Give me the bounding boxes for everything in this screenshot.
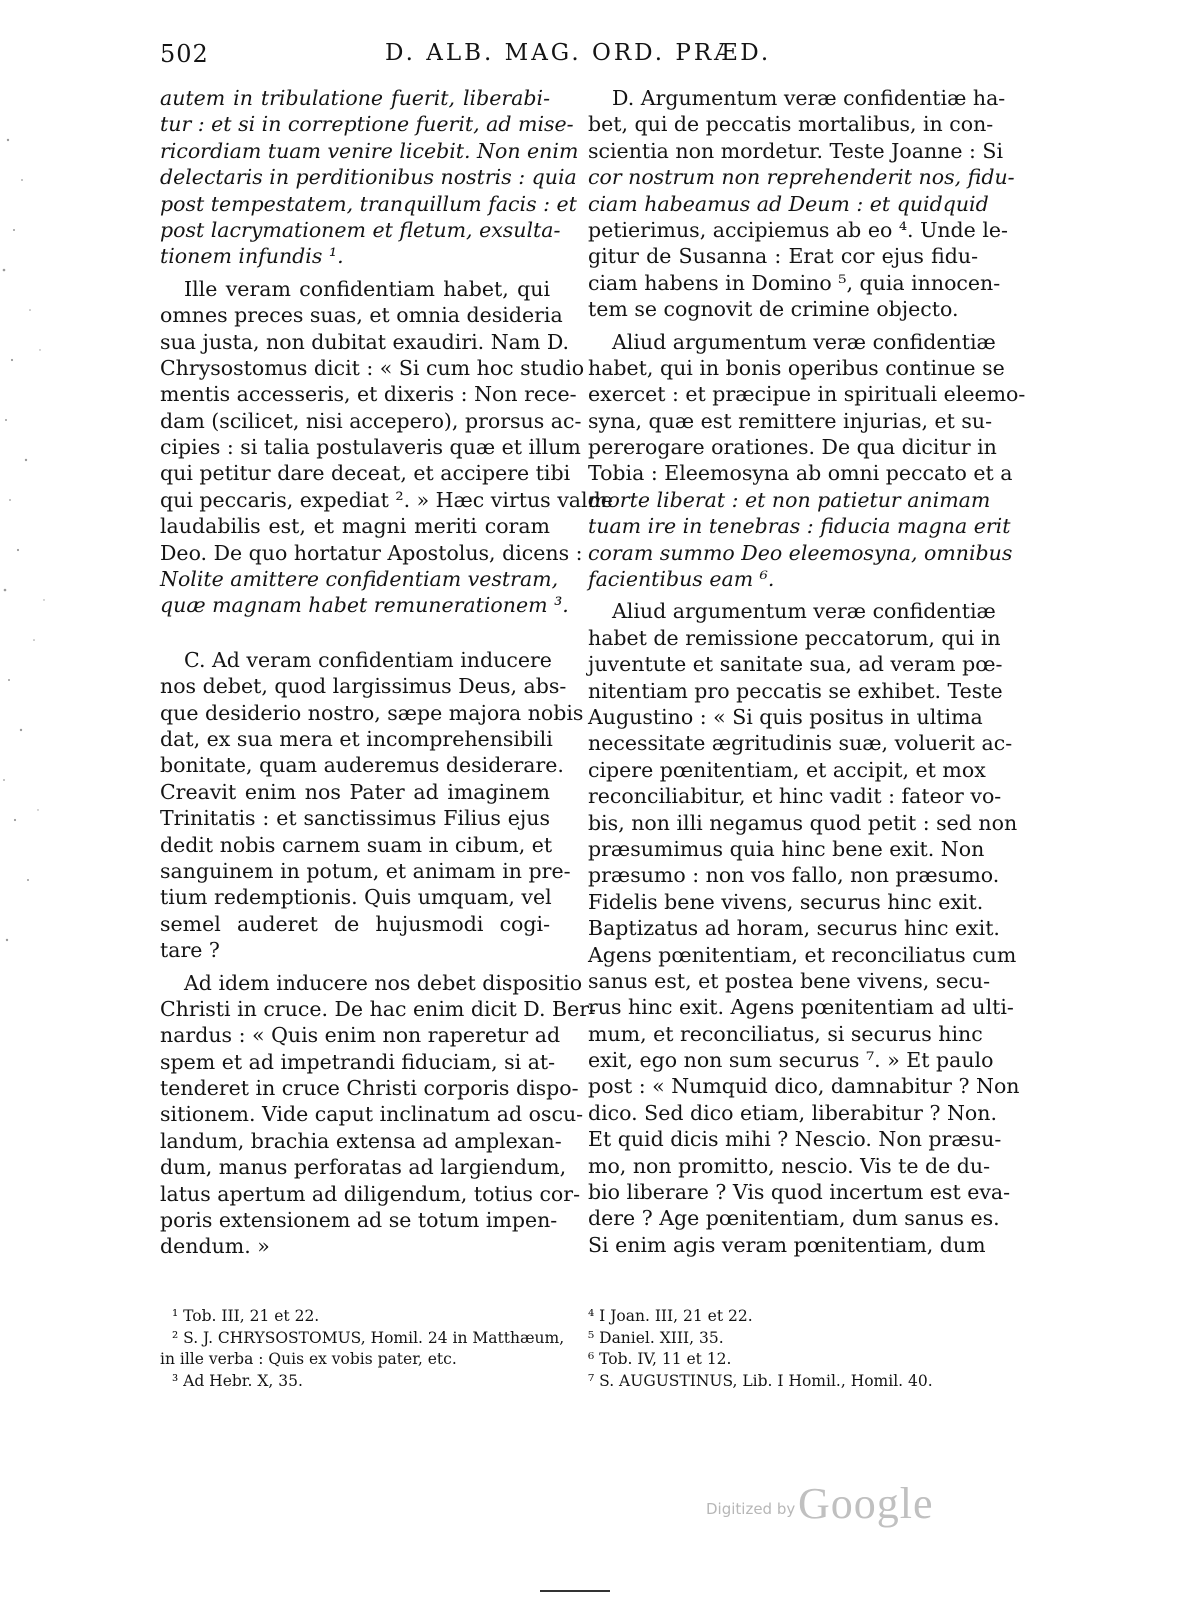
text-line: Tobia : Eleemosyna ab omni peccato et a xyxy=(588,461,1013,486)
text-line: mentis accesseris, et dixeris : Non rece- xyxy=(160,382,577,407)
paragraph-spacer xyxy=(160,1260,550,1266)
text-line: Chrysostomus dicit : « Si cum hoc studio xyxy=(160,355,585,380)
text-line: Ad idem inducere nos debet dispositio xyxy=(184,970,583,995)
text-line: rus hinc exit. Agens pœnitentiam ad ulti- xyxy=(588,995,1014,1020)
text-line: Aliud argumentum veræ confidentiæ xyxy=(612,599,996,624)
text-line: delectaris in perditionibus nostris : quia xyxy=(160,165,577,190)
footnote: ¹ Tob. III, 21 et 22. xyxy=(172,1307,320,1325)
text-line: quæ magnam habet remunerationem ³. xyxy=(160,593,569,618)
text-line: Christi in cruce. De hac enim dicit D. Ber- xyxy=(160,996,596,1021)
text-line: latus apertum ad diligendum, totius cor- xyxy=(160,1181,580,1206)
text-line: sanus est, et postea bene vivens, secu- xyxy=(588,968,991,993)
text-line: semel auderet de hujusmodi cogi- xyxy=(160,911,550,936)
text-line: dum, manus perforatas ad largiendum, xyxy=(160,1155,567,1180)
google-logo: Google xyxy=(798,1479,934,1528)
text-line: pererogare orationes. De qua dicitur in xyxy=(588,435,997,460)
text-line: cipere pœnitentiam, et accipit, et mox xyxy=(588,757,986,782)
text-line: habet, qui in bonis operibus continue se xyxy=(588,355,1005,380)
text-line: Baptizatus ad horam, securus hinc exit. xyxy=(588,916,1000,941)
text-line: C. Ad veram confidentiam inducere xyxy=(184,647,552,672)
text-line: nitentiam pro peccatis se exhibet. Teste xyxy=(588,678,1003,703)
footnote: ² S. J. CHRYSOSTOMUS, Homil. 24 in Matthæum, xyxy=(172,1328,565,1347)
text-line: mum, et reconciliatus, si securus hinc xyxy=(588,1021,983,1046)
text-line: morte liberat : et non patietur animam xyxy=(588,487,991,512)
text-line: syna, quæ est remittere injurias, et su- xyxy=(588,408,993,433)
text-line: Nolite amittere confidentiam vestram, xyxy=(160,567,559,592)
text-line: Et quid dicis mihi ? Nescio. Non præsu- xyxy=(588,1127,1002,1152)
text-line: scientia non mordetur. Teste Joanne : Si xyxy=(588,138,1004,163)
text-line: dere ? Age pœnitentiam, dum sanus es. xyxy=(588,1206,1000,1231)
text-line: petierimus, accipiemus ab eo ⁴. Unde le- xyxy=(588,217,1008,242)
text-line: Agens pœnitentiam, et reconciliatus cum xyxy=(588,942,1017,967)
text-line: ricordiam tuam venire licebit. Non enim xyxy=(160,138,579,163)
text-line: exit, ego non sum securus ⁷. » Et paulo xyxy=(588,1048,994,1073)
text-line: autem in tribulatione fuerit, liberabi- xyxy=(160,86,550,110)
text-line: post lacrymationem et fletum, exsulta- xyxy=(160,217,561,242)
text-line: bis, non illi negamus quod petit : sed non xyxy=(588,810,1018,835)
text-line: habet de remissione peccatorum, qui in xyxy=(588,625,1001,650)
text-line: dam (scilicet, nisi accepero), prorsus ac- xyxy=(160,408,582,433)
text-line: laudabilis est, et magni meriti coram xyxy=(160,514,550,539)
text-line: sitionem. Vide caput inclinatum ad oscu- xyxy=(160,1102,584,1127)
text-line: Trinitatis : et sanctissimus Filius ejus xyxy=(160,806,550,831)
scan-specks xyxy=(0,120,70,1020)
text-line: Deo. De quo hortatur Apostolus, dicens : xyxy=(160,540,583,565)
running-head: D. ALB. MAG. ORD. PRÆD. xyxy=(385,40,772,66)
text-line: tare ? xyxy=(160,938,220,963)
footnote: ⁷ S. AUGUSTINUS, Lib. I Homil., Homil. 40. xyxy=(588,1371,933,1390)
text-line: mo, non promitto, nescio. Vis te de du- xyxy=(588,1153,991,1178)
text-line: bet, qui de peccatis mortalibus, in con- xyxy=(588,112,994,137)
text-line: dat, ex sua mera et incomprehensibili xyxy=(160,726,553,751)
text-line: post tempestatem, tranquillum facis : et xyxy=(160,191,577,216)
text-line: tium redemptionis. Quis umquam, vel xyxy=(160,885,552,910)
text-line: exercet : et præcipue in spirituali eleemo- xyxy=(588,382,1026,407)
text-line: præsumo : non vos fallo, non præsumo. xyxy=(588,863,1000,888)
left-text-column xyxy=(160,85,613,1266)
paragraph-gap xyxy=(160,625,550,647)
text-line: bio liberare ? Vis quod incertum est eva- xyxy=(588,1180,1011,1205)
text-line: bonitate, quam auderemus desiderare. xyxy=(160,753,564,778)
footnotes-right xyxy=(588,1306,978,1392)
text-line: facientibus eam ⁶. xyxy=(588,567,775,592)
page-number: 502 xyxy=(160,40,209,68)
watermark-label: Digitized by xyxy=(706,1500,796,1518)
page-header xyxy=(0,36,1204,70)
text-line: sua justa, non dubitat exaudiri. Nam D. xyxy=(160,329,570,354)
right-text-column xyxy=(588,85,1026,1258)
text-line: spem et ad impetrandi fiduciam, si at- xyxy=(160,1049,556,1074)
text-line: nardus : « Quis enim non raperetur ad xyxy=(160,1023,561,1048)
text-line: tionem infundis ¹. xyxy=(160,244,344,269)
footnote: ⁵ Daniel. XIII, 35. xyxy=(588,1328,724,1347)
text-line: landum, brachia extensa ad amplexan- xyxy=(160,1128,562,1153)
text-line: nos debet, quod largissimus Deus, abs- xyxy=(160,674,567,699)
text-line: omnes preces suas, et omnia desideria xyxy=(160,303,563,328)
text-line: coram summo Deo eleemosyna, omnibus xyxy=(588,540,1013,565)
text-line: reconciliabitur, et hinc vadit : fateor vo- xyxy=(588,784,1002,809)
text-line: ciam habeamus ad Deum : et quidquid xyxy=(588,191,989,216)
footnote: in ille verba : Quis ex vobis pater, etc. xyxy=(160,1350,457,1368)
text-line: D. Argumentum veræ confidentiæ ha- xyxy=(612,86,1006,110)
footnotes-left xyxy=(160,1306,565,1392)
text-line: Creavit enim nos Pater ad imaginem xyxy=(160,779,550,804)
bottom-rule xyxy=(540,1590,610,1592)
digitization-watermark xyxy=(706,1478,946,1528)
text-line: Si enim agis veram pœnitentiam, dum xyxy=(588,1232,986,1257)
footnote: ³ Ad Hebr. X, 35. xyxy=(172,1371,303,1390)
text-line: post : « Numquid dico, damnabitur ? Non xyxy=(588,1074,1020,1099)
text-line: Ille veram confidentiam habet, qui xyxy=(184,276,550,301)
text-line: gitur de Susanna : Erat cor ejus fidu- xyxy=(588,244,978,269)
footnote: ⁶ Tob. IV, 11 et 12. xyxy=(588,1350,732,1368)
text-line: tur : et si in correptione fuerit, ad mise- xyxy=(160,112,574,137)
text-line: necessitate ægritudinis suæ, voluerit ac- xyxy=(588,731,1013,756)
text-line: tem se cognovit de crimine objecto. xyxy=(588,297,959,322)
text-line: cor nostrum non reprehenderit nos, fidu- xyxy=(588,165,1015,190)
text-line: tenderet in cruce Christi corporis dispo- xyxy=(160,1076,579,1101)
text-line: dedit nobis carnem suam in cibum, et xyxy=(160,832,553,857)
text-line: Augustino : « Si quis positus in ultima xyxy=(588,704,983,729)
text-line: Fidelis bene vivens, securus hinc exit. xyxy=(588,889,984,914)
text-line: poris extensionem ad se totum impen- xyxy=(160,1208,558,1233)
text-line: dendum. » xyxy=(160,1234,270,1259)
text-line: præsumimus quia hinc bene exit. Non xyxy=(588,836,985,861)
text-line: ciam habens in Domino ⁵, quia innocen- xyxy=(588,270,1001,295)
text-line: juventute et sanitate sua, ad veram pœ- xyxy=(588,652,1003,677)
text-line: qui petitur dare deceat, et accipere tibi xyxy=(160,461,571,486)
text-line: dico. Sed dico etiam, liberabitur ? Non. xyxy=(588,1100,997,1125)
text-line: sanguinem in potum, et animam in pre- xyxy=(160,858,571,883)
footnote: ⁴ I Joan. III, 21 et 22. xyxy=(588,1307,753,1325)
text-line: que desiderio nostro, sæpe majora nobis xyxy=(160,700,584,725)
text-line: cipies : si talia postulaveris quæ et illum xyxy=(160,435,581,460)
text-line: Aliud argumentum veræ confidentiæ xyxy=(612,329,996,354)
text-line: qui peccaris, expediat ². » Hæc virtus valde xyxy=(160,487,613,512)
text-line: tuam ire in tenebras : fiducia magna erit xyxy=(588,514,1011,539)
